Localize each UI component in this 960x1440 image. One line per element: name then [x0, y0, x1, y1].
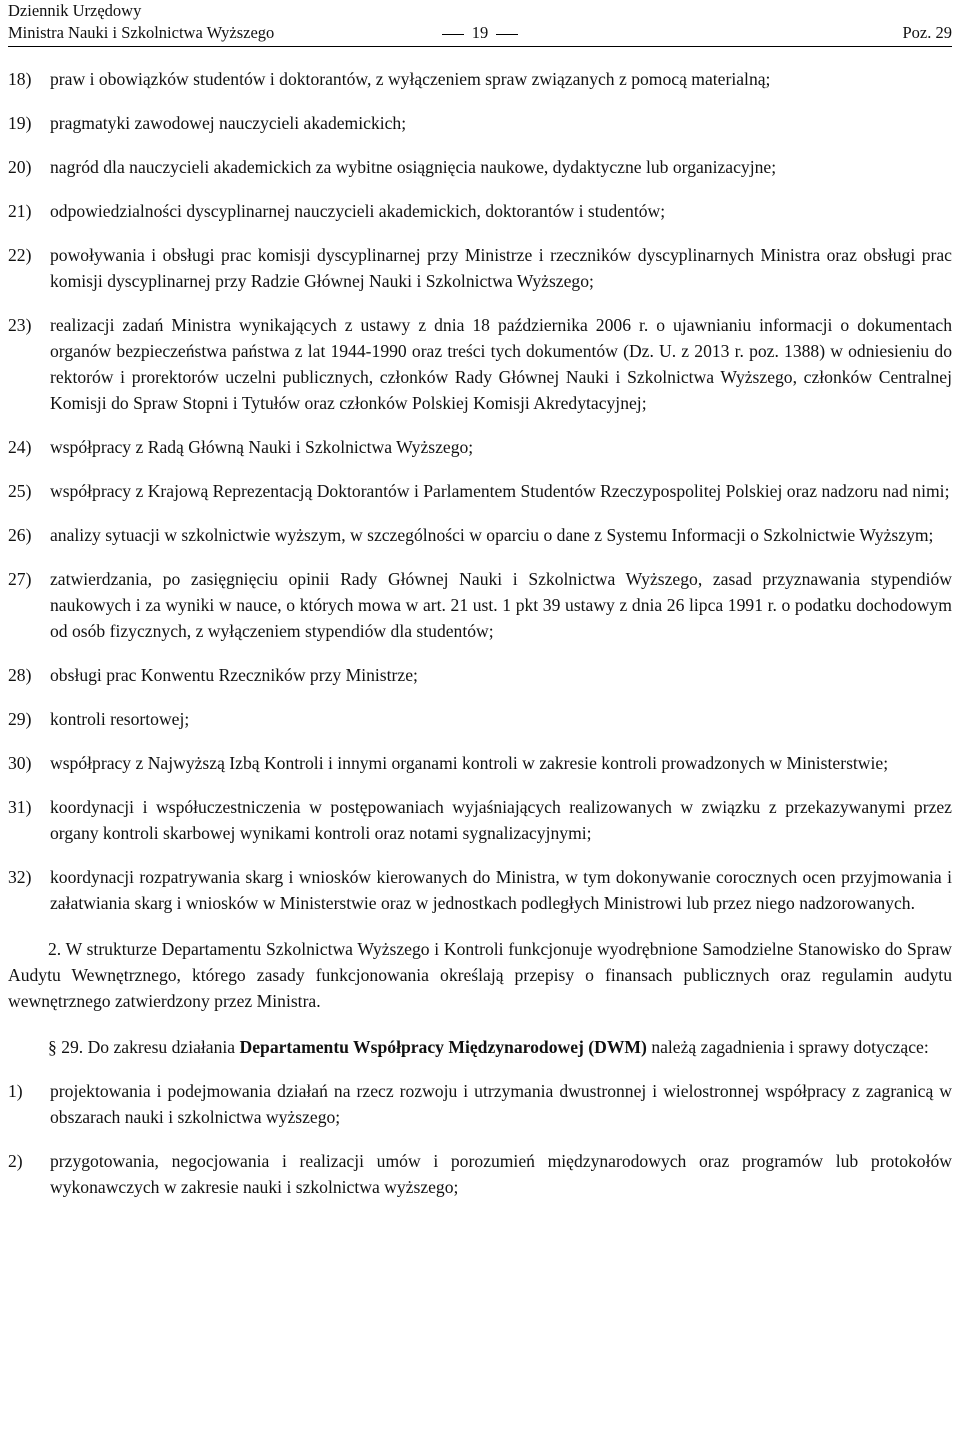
list-item-number: 32) — [8, 867, 32, 887]
list-item-number: 28) — [8, 665, 32, 685]
list-items-b — [8, 1078, 952, 1200]
list-item-number: 22) — [8, 245, 32, 265]
paragraph-2: 2. W strukturze Departamentu Szkolnictwa Wyższego i Kontroli funkcjonuje wyodrębnione Samodzielne Stanowisko do Spraw Audytu Wewnętrznego, którego zasady funkcjonowania określają przepisy o finansach publicznych oraz regulamin audytu wewnętrznego zatwierdzony przez Ministra. — [8, 939, 952, 1011]
list-item-number: 21) — [8, 201, 32, 221]
journal-title: Dziennik Urzędowy — [8, 1, 142, 20]
list-item-text: koordynacji rozpatrywania skarg i wniosków kierowanych do Ministra, w tym dokonywanie corocznych ocen przyjmowania i załatwiania skarg i wniosków w Ministerstwie oraz w jednostkach podległych Ministrowi lub przez niego nadzorowanych. — [50, 867, 952, 913]
list-item — [8, 478, 952, 504]
list-item-text: praw i obowiązków studentów i doktorantów, z wyłączeniem spraw związanych z pomocą materialną; — [50, 69, 771, 89]
list-items-a — [8, 66, 952, 916]
list-item-text: powoływania i obsługi prac komisji dyscyplinarnej przy Ministrze i rzeczników dyscyplinarnych Ministra oraz obsługi prac komisji dyscyplinarnej przy Radzie Głównej Nauki i Szkolnictwa Wyższego; — [50, 245, 952, 291]
list-item-number: 24) — [8, 437, 32, 457]
list-item-text: koordynacji i współuczestniczenia w postępowaniach wyjaśniających realizowanych w związku z przekazywanymi przez organy kontroli skarbowej wynikami kontroli oraz notami sygnalizacyjnymi; — [50, 797, 952, 843]
list-item-number: 18) — [8, 69, 32, 89]
list-item-text: przygotowania, negocjowania i realizacji umów i porozumień międzynarodowych oraz programów lub protokołów wykonawczych w zakresie nauki i szkolnictwa wyższego; — [50, 1151, 952, 1197]
list-item-text: zatwierdzania, po zasięgnięciu opinii Rady Głównej Nauki i Szkolnictwa Wyższego, zasad przyznawania stypendiów naukowych i za wyniki w nauce, o których mowa w art. 21 ust. 1 pkt 39 ustawy z dnia 26 lipca 1991 r. o podatku dochodowym od osób fizycznych, z wyłączeniem stypendiów dla studentów; — [50, 569, 952, 641]
list-item-text: analizy sytuacji w szkolnictwie wyższym, w szczególności w oparciu o dane z Systemu Informacji o Szkolnictwie Wyższym; — [50, 525, 934, 545]
list-item-number: 25) — [8, 481, 32, 501]
list-item — [8, 750, 952, 776]
list-item-text: projektowania i podejmowania działań na rzecz rozwoju i utrzymania dwustronnej i wielostronnej współpracy z zagranicą w obszarach nauki i szkolnictwa wyższego; — [50, 1081, 952, 1127]
list-item-text: współpracy z Krajową Reprezentacją Doktorantów i Parlamentem Studentów Rzeczypospolitej Polskiej oraz nadzoru nad nimi; — [50, 481, 950, 501]
list-item — [8, 566, 952, 644]
list-item-number: 1) — [8, 1081, 23, 1101]
list-item — [8, 312, 952, 416]
list-item-text: pragmatyki zawodowej nauczycieli akademickich; — [50, 113, 407, 133]
list-item-number: 31) — [8, 797, 32, 817]
page-header — [8, 0, 952, 47]
list-item — [8, 1148, 952, 1200]
list-item-text: kontroli resortowej; — [50, 709, 190, 729]
list-item-text: współpracy z Radą Główną Nauki i Szkolnictwa Wyższego; — [50, 437, 474, 457]
list-item-number: 23) — [8, 315, 32, 335]
list-item-number: 30) — [8, 753, 32, 773]
list-item-number: 29) — [8, 709, 32, 729]
list-item — [8, 706, 952, 732]
list-item-number: 27) — [8, 569, 32, 589]
ministry-name: Ministra Nauki i Szkolnictwa Wyższego — [8, 23, 275, 42]
document-body — [8, 66, 952, 1218]
list-item-text: obsługi prac Konwentu Rzeczników przy Ministrze; — [50, 665, 418, 685]
list-item — [8, 242, 952, 294]
list-item — [8, 794, 952, 846]
list-item — [8, 66, 952, 92]
list-item-text: odpowiedzialności dyscyplinarnej nauczycieli akademickich, doktorantów i studentów; — [50, 201, 666, 221]
department-name: Departamentu Współpracy Międzynarodowej (DWM) — [239, 1037, 647, 1057]
list-item-text: realizacji zadań Ministra wynikających z ustawy z dnia 18 października 2006 r. o ujawnianiu informacji o dokumentach organów bezpieczeństwa państwa z lat 1944-1990 oraz treści tych dokumentów (Dz. U. z 2013 r. poz. 1388) w odniesieniu do rektorów i prorektorów uczelni publicznych, członków Rady Głównej Nauki i Szkolnictwa Wyższego, członków Centralnej Komisji do Spraw Stopni i Tytułów oraz członków Polskiej Komisji Akredytacyjnej; — [50, 315, 952, 413]
list-item — [8, 198, 952, 224]
list-item — [8, 1078, 952, 1130]
list-item-number: 20) — [8, 157, 32, 177]
list-item-text: współpracy z Najwyższą Izbą Kontroli i innymi organami kontroli w zakresie kontroli prowadzonych w Ministerstwie; — [50, 753, 889, 773]
list-item-number: 19) — [8, 113, 32, 133]
section-29: § 29. Do zakresu działania Departamentu Współpracy Międzynarodowej (DWM) należą zagadnienia i sprawy dotyczące: — [48, 1037, 929, 1057]
page-number: 19 — [8, 22, 952, 44]
list-item — [8, 522, 952, 548]
list-item — [8, 434, 952, 460]
list-item — [8, 154, 952, 180]
list-item — [8, 864, 952, 916]
position-label: Poz. 29 — [902, 23, 952, 42]
list-item — [8, 110, 952, 136]
list-item — [8, 662, 952, 688]
list-item-text: nagród dla nauczycieli akademickich za wybitne osiągnięcia naukowe, dydaktyczne lub organizacyjne; — [50, 157, 777, 177]
list-item-number: 2) — [8, 1151, 23, 1171]
list-item-number: 26) — [8, 525, 32, 545]
